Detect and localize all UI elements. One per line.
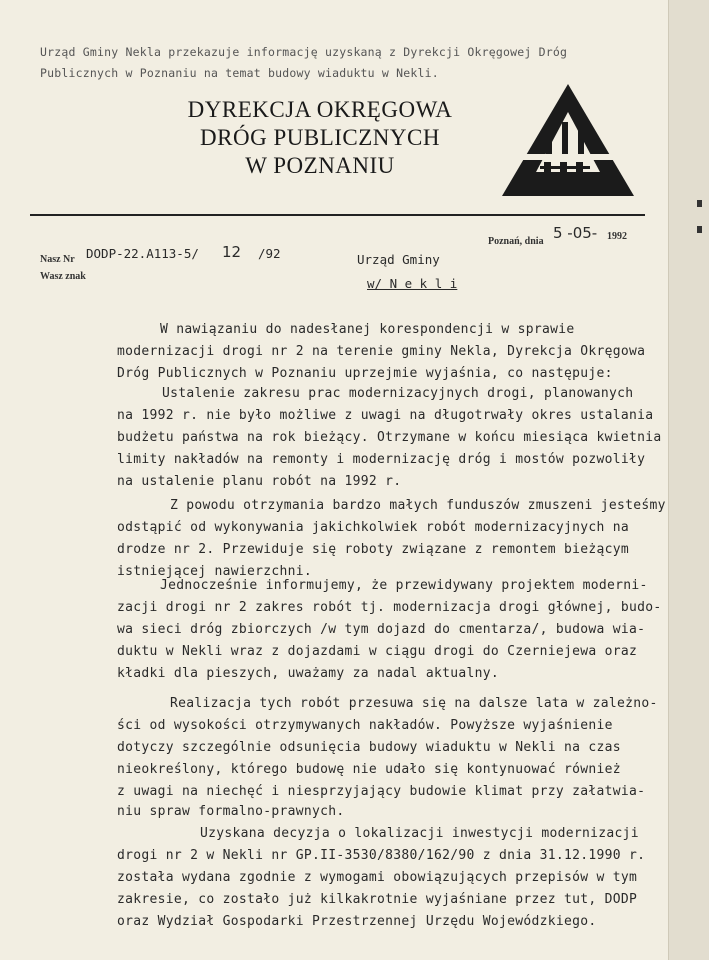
our-ref-handwritten: 12 — [222, 243, 242, 261]
header-note-line: Publicznych w Poznaniu na temat budowy wiaduktu w Nekli. — [40, 66, 439, 80]
letterhead-line: DRÓG PUBLICZNYCH — [200, 125, 440, 150]
body-line: nieokreślony, którego budowę nie udało się kontynuować również — [117, 762, 621, 777]
header-note-line: Urząd Gminy Nekla przekazuje informację uzyskaną z Dyrekcji Okręgowej Dróg — [40, 45, 568, 59]
body-line: została wydana zgodnie z wymogami obowiązujących przepisów w tym — [117, 870, 638, 885]
body-line: niu spraw formalno-prawnych. — [117, 804, 345, 819]
body-line: dotyczy szczególnie odsunięcia budowy wiaduktu w Nekli na czas — [117, 740, 621, 755]
our-ref-value: DODP-22.A113-5/ — [86, 246, 199, 261]
body-line: W nawiązaniu do nadesłanej korespondencji w sprawie — [160, 322, 575, 337]
body-line: Jednocześnie informujemy, że przewidywany projektem moderni- — [160, 578, 648, 593]
body-line: Dróg Publicznych w Poznaniu uprzejmie wyjaśnia, co następuje: — [117, 366, 613, 381]
place-label: Poznań, dnia — [488, 236, 544, 247]
body-line: z uwagi na niechęć i niesprzyjający budowie klimat przy załatwia- — [117, 784, 646, 799]
body-line: modernizacji drogi nr 2 na terenie gminy Nekla, Dyrekcja Okręgowa — [117, 344, 646, 359]
date-year: 1992 — [607, 231, 627, 242]
body-line: na ustalenie planu robót na 1992 r. — [117, 474, 402, 489]
page-edge — [668, 0, 709, 960]
body-line: ści od wysokości otrzymywanych nakładów. Powyższe wyjaśnienie — [117, 718, 613, 733]
letterhead-line: W POZNANIU — [245, 153, 395, 178]
letterhead-divider — [30, 214, 645, 216]
body-line: oraz Wydział Gospodarki Przestrzennej Urzędu Wojewódzkiego. — [117, 914, 597, 929]
dodp-logo — [500, 82, 636, 198]
binding-mark — [697, 200, 702, 207]
body-line: zakresie, co zostało już kilkakrotnie wyjaśniane przez tut, DODP — [117, 892, 638, 907]
body-line: odstąpić od wykonywania jakichkolwiek robót modernizacyjnych na — [117, 520, 629, 535]
recipient-line: w/ N e k l i — [367, 276, 458, 291]
binding-mark — [697, 226, 702, 233]
body-line: budżetu państwa na rok bieżący. Otrzymane w końcu miesiąca kwietnia — [117, 430, 662, 445]
body-line: wa sieci dróg zbiorczych /w tym dojazd do cmentarza/, budowa wia- — [117, 622, 646, 637]
body-line: drogi nr 2 w Nekli nr GP.II-3530/8380/162/90 z dnia 31.12.1990 r. — [117, 848, 646, 863]
body-line: Z powodu otrzymania bardzo małych funduszów zmuszeni jesteśmy — [170, 498, 666, 513]
letterhead-line: DYREKCJA OKRĘGOWA — [187, 97, 453, 122]
body-line: Realizacja tych robót przesuwa się na dalsze lata w zależno- — [170, 696, 658, 711]
our-ref-suffix: /92 — [258, 246, 281, 261]
body-line: na 1992 r. nie było możliwe z uwagi na długotrwały okres ustalania — [117, 408, 654, 423]
body-line: duktu w Nekli wraz z dojazdami w ciągu drogi do Czerniejewa oraz — [117, 644, 638, 659]
body-line: limity nakładów na remonty i modernizację dróg i mostów pozwoliły — [117, 452, 646, 467]
body-line: istniejącej nawierzchni. — [117, 564, 313, 579]
body-line: kładki dla pieszych, uważamy za nadal aktualny. — [117, 666, 499, 681]
body-line: zacji drogi nr 2 zakres robót tj. modernizacja drogi głównej, budo- — [117, 600, 662, 615]
recipient-line: Urząd Gminy — [357, 252, 440, 267]
our-ref-label: Nasz Nr — [40, 254, 75, 265]
date-handwritten: 5 -05- — [553, 224, 598, 242]
body-line: Uzyskana decyzja o lokalizacji inwestycji modernizacji — [200, 826, 639, 841]
your-ref-label: Wasz znak — [40, 271, 86, 282]
body-line: drodze nr 2. Przewiduje się roboty związane z remontem bieżącym — [117, 542, 629, 557]
body-line: Ustalenie zakresu prac modernizacyjnych drogi, planowanych — [162, 386, 634, 401]
